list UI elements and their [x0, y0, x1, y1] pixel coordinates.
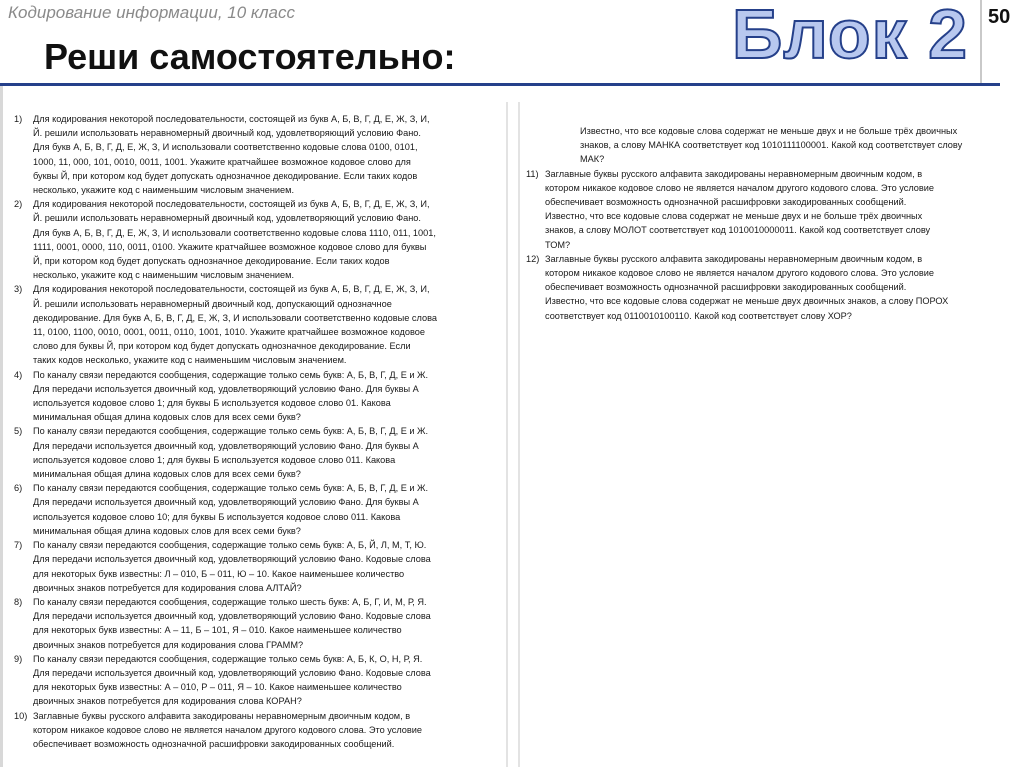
task-item: [526, 167, 1012, 252]
task-text: Заглавные буквы русского алфавита закодированы неравномерным двоичным кодом, в котором никакое кодовое слово не является началом другого кодового слова. Это условие обеспечивает возможность однозначной расшифровки закодированных сообщений.: [33, 710, 423, 749]
task-text: По каналу связи передаются сообщения, содержащие только шесть букв: А, Б, Г, И, М, Р, Я. Для передачи используется двоичный код, удовлетворяющий условию Фано. Кодовые слова для некоторых букв известны: А – 11, Б – 101, Я – 010. Какое наименьшее количество двоичных знаков потребуется для кодирования слова ГРАММ?: [33, 596, 431, 650]
task-text: Для кодирования некоторой последовательности, состоящей из букв А, Б, В, Г, Д, Е, Ж, З, И, Й. решили использовать неравномерный двоичный код, удовлетворяющий условию Фано. Для букв А, Б, В, Г, Д, Е, Ж, З, И использовали соответственно кодовые слова 1110, 011, 1001, 1111, 0001, 0000, 110, 0011, 0100. Укажите кратчайшее возможное кодовое слово для буквы Й, при котором код будет допускать однозначное декодирование. Если таких кодов несколько, укажите код с наименьшим числовым значением.: [33, 199, 436, 281]
task-item: [14, 282, 500, 367]
task-10-continuation: Известно, что все кодовые слова содержат не меньше двух и не больше трёх двоичных знаков, а слову МАНКА соответствует код 1010111100001. Какой код соответствует слову МАК?: [580, 126, 963, 165]
page-title: Реши самостоятельно:: [44, 36, 456, 77]
task-number: 6): [14, 483, 23, 494]
tasks-right-column: [518, 102, 1018, 767]
tasks-left-column: [8, 102, 508, 767]
task-text: Заглавные буквы русского алфавита закодированы неравномерным двоичным кодом, в котором никакое кодовое слово не является началом другого кодового слова. Это условие обеспечивает возможность однозначной расшифровки закодированных сообщений. Известно, что все кодовые слова содержат не меньше двух и не больше трёх двоичных знаков, а слову МОЛОТ соответствует код 1010010000011. Какой код соответствует слову ТОМ?: [545, 168, 935, 250]
task-number: 4): [14, 369, 23, 380]
task-text: Заглавные буквы русского алфавита закодированы неравномерным двоичным кодом, в котором никакое кодовое слово не является началом другого кодового слова. Это условие обеспечивает возможность однозначной расшифровки закодированных сообщений. Известно, что все кодовые слова содержат не меньше двух двоичных знаков, а слову ПОРОХ соответствует код 0110010100110. Какой код соответствует слову ХОР?: [545, 253, 949, 321]
task-list-left: [8, 102, 506, 751]
task-number: 3): [14, 284, 23, 295]
task-item: [14, 197, 500, 282]
task-number: 5): [14, 426, 23, 437]
task-number: 11): [526, 168, 539, 179]
task-text: По каналу связи передаются сообщения, содержащие только семь букв: А, Б, В, Г, Д, Е и Ж. Для передачи используется двоичный код, удовлетворяющий условию Фано. Для буквы А используется кодовое слово 10; для буквы Б используется кодовое слово 011. Какова минимальная общая длина кодовых слов для всех семи букв?: [33, 483, 429, 536]
course-subtitle: Кодирование информации, 10 класс: [8, 3, 295, 22]
task-number: 8): [14, 596, 23, 607]
task-number: 2): [14, 199, 23, 210]
title-divider: [0, 83, 1000, 86]
task-item: [14, 481, 500, 538]
task-text: По каналу связи передаются сообщения, содержащие только семь букв: А, Б, В, Г, Д, Е и Ж. Для передачи используется двоичный код, удовлетворяющий условию Фано. Для буквы А используется кодовое слово 1; для буквы Б используется кодовое слово 011. Какова минимальная общая длина кодовых слов для всех семи букв?: [33, 426, 429, 480]
task-item: [14, 424, 500, 481]
task-item: [14, 709, 500, 752]
task-list-right: [520, 102, 1018, 323]
task-text: Для кодирования некоторой последовательности, состоящей из букв А, Б, В, Г, Д, Е, Ж, З, И, Й. решили использовать неравномерный двоичный код, допускающий однозначное декодирование. Для букв А, Б, В, Г, Д, Е, Ж, З, И использовали соответственно кодовые слова 11, 0100, 1100, 0010, 0001, 0011, 0110, 1001, 1010. Укажите кратчайшее возможное кодовое слово для буквы Й, при котором код будет допускать однозначное декодирование. Если таких кодов несколько, укажите код с наименьшим числовым значением.: [33, 284, 437, 366]
task-item: [14, 652, 500, 709]
task-number: 7): [14, 540, 23, 551]
task-item: [14, 595, 500, 652]
task-number: 12): [526, 253, 540, 264]
task-item: [14, 368, 500, 425]
task-number: 9): [14, 653, 23, 664]
task-item: [14, 112, 500, 197]
task-item: [526, 252, 1012, 323]
page-number: 50: [988, 6, 1011, 28]
task-list-right-items: [526, 167, 1012, 323]
task-number: 1): [14, 114, 23, 124]
task-text: По каналу связи передаются сообщения, содержащие только семь букв: А, Б, В, Г, Д, Е и Ж. Для передачи используется двоичный код, удовлетворяющий условию Фано. Для буквы А используется кодовое слово 1; для буквы Б используется кодовое слово 01. Какова минимальная общая длина кодовых слов для всех семи букв?: [33, 369, 429, 423]
task-number: 10): [14, 710, 28, 721]
task-item: [14, 538, 500, 595]
task-text: По каналу связи передаются сообщения, содержащие только семь букв: А, Б, Й, Л, М, Т, Ю. Для передачи используется двоичный код, удовлетворяющий условию Фано. Кодовые слова для некоторых букв известны: Л – 010, Б – 011, Ю – 10. Какое наименьшее количество двоичных знаков потребуется для кодирования слова АЛТАЙ?: [33, 540, 431, 593]
block-label: Блок 2: [732, 0, 969, 73]
task-text: Для кодирования некоторой последовательности, состоящей из букв А, Б, В, Г, Д, Е, Ж, З, И, Й. решили использовать неравномерный двоичный код, удовлетворяющий условию Фано. Для букв А, Б, В, Г, Д, Е, Ж, З, И использовали соответственно кодовые слова 0100, 0101, 1000, 11, 000, 101, 0010, 0011, 1001. Укажите кратчайшее возможное кодовое слово для буквы Й, при котором код будет допускать однозначное декодирование. Если таких кодов несколько, укажите код с наименьшим числовым значением.: [33, 114, 430, 196]
task-text: По каналу связи передаются сообщения, содержащие только семь букв: А, Б, К, О, Н, Р, Я. Для передачи используется двоичный код, удовлетворяющий условию Фано. Кодовые слова для некоторых букв известны: А – 010, Р – 011, Я – 10. Какое наименьшее количество двоичных знаков потребуется для кодирования слова КОРАН?: [33, 653, 431, 707]
left-edge-bar: [0, 86, 3, 767]
